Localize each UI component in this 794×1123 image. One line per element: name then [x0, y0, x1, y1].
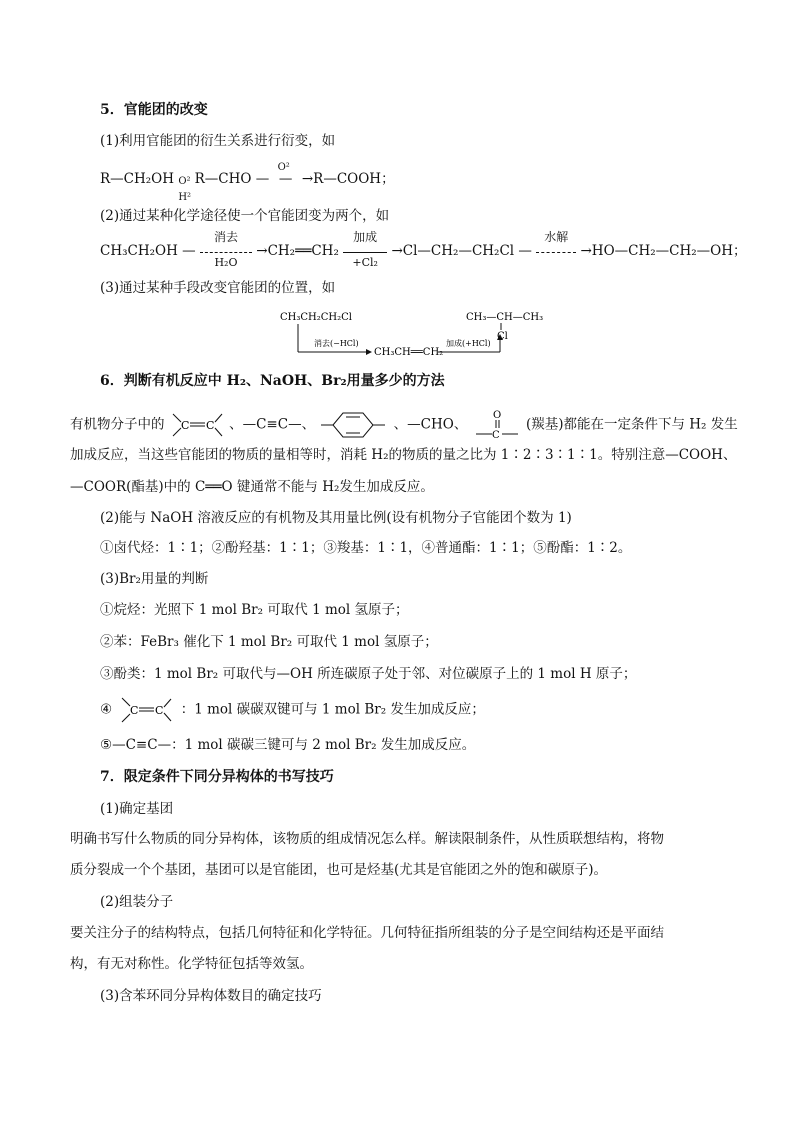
- section6-p1-line2: 加成反应，当这些官能团的物质的量相等时，消耗 H₂的物质的量之比为 1∶2∶3∶1∶1。特别注意—COOH、: [70, 447, 737, 463]
- section6-p3-5: ⑤—C≡C—：1 mol 碳碳三键可与 2 mol Br₂ 发生加成反应。: [100, 737, 476, 753]
- section6-p1-line3: —COOR(酯基)中的 C══O 键通常不能与 H₂发生加成反应。: [70, 479, 434, 495]
- section6-p3-4-text: ：1 mol 碳碳双键可与 1 mol Br₂ 发生加成反应；: [180, 701, 485, 718]
- reaction2-part2: →CH₂══CH₂: [256, 243, 339, 259]
- reaction2-cond3: 水解: [536, 243, 576, 261]
- section6-p3-4-num: ④: [100, 701, 113, 718]
- section6-p1-b: 、—C≡C—、: [229, 416, 316, 433]
- reaction2-cond2: 加成 +Cl₂: [343, 243, 387, 261]
- alkene-double-bond-icon: [169, 412, 225, 438]
- section7-s3: (3)含苯环同分异构体数目的确定技巧: [100, 988, 322, 1004]
- section6-p3-3: ③酚类：1 mol Br₂ 可取代与—OH 所连碳原子处于邻、对位碳原子上的 1 mol H 原子；: [100, 666, 637, 682]
- section6-p1-a: 有机物分子中的: [70, 416, 165, 433]
- section7-s2: (2)组装分子: [100, 894, 174, 910]
- section7-s1-line2: 质分裂成一个个基团，基团可以是官能团，也可是烃基(尤其是官能团之外的饱和碳原子)。: [70, 862, 608, 878]
- section6-p1-d: (羰基)都能在一定条件下与 H₂ 发生: [525, 416, 738, 433]
- section6-p2-items: ①卤代烃：1∶1；②酚羟基：1∶1；③羧基：1∶1，④普通酯：1∶1；⑤酚酯：1∶2。: [100, 540, 632, 556]
- section7-title: 7．限定条件下同分异构体的书写技巧: [100, 769, 334, 785]
- section6-p1-c: 、—CHO、: [393, 416, 468, 433]
- section5-title: 5．官能团的改变: [100, 102, 208, 118]
- section7-s1-line1: 明确书写什么物质的同分异构体，该物质的组成情况怎么样。解读限制条件，从性质联想结构，将物: [70, 831, 664, 847]
- section5-item2: (2)通过某种化学途径使一个官能团变为两个，如: [100, 208, 390, 224]
- section6-p3-title: (3)Br₂用量的判断: [100, 571, 209, 587]
- reaction1-start: R—CH₂OH: [100, 171, 175, 187]
- reaction1-mid: R—CHO —: [194, 171, 270, 187]
- scheme-cond2: 加成(+HCl): [446, 339, 491, 348]
- scheme-start: CH₃CH₂CH₂Cl: [280, 312, 352, 323]
- section5-item3: (3)通过某种手段改变官能团的位置，如: [100, 280, 336, 296]
- svg-text:C: C: [180, 419, 190, 432]
- section6-p2-title: (2)能与 NaOH 溶液反应的有机物及其用量比例(设有机物分子官能团个数为 1): [100, 510, 572, 526]
- scheme-cond1: 消去(−HCl): [314, 339, 359, 348]
- benzene-ring-icon: [319, 410, 389, 440]
- section6-p3-4: [100, 696, 485, 724]
- reaction1: R—CH₂OH O² H² R—CHO — O² — →R—COOH；: [100, 162, 395, 203]
- carbonyl-icon: [472, 409, 522, 441]
- reaction2-part4: →HO—CH₂—CH₂—OH；: [580, 243, 747, 259]
- reaction1-end: →R—COOH；: [301, 171, 395, 187]
- alkene-double-bond-icon: [116, 696, 176, 724]
- scheme-end-cl: Cl: [497, 331, 508, 342]
- section5-item1: (1)利用官能团的衍生关系进行衍变，如: [100, 133, 336, 149]
- section7-s1: (1)确定基团: [100, 801, 174, 817]
- reaction2-part3: →Cl—CH₂—CH₂Cl —: [391, 243, 532, 259]
- section7-s2-line1: 要关注分子的结构特点，包括几何特征和化学特征。几何特征指所组装的分子是空间结构还是平面结: [70, 925, 664, 941]
- isomerization-scheme: [270, 306, 560, 360]
- svg-text:C: C: [155, 704, 164, 717]
- scheme-mid: CH₃CH══CH₂: [374, 347, 444, 358]
- section6-title: 6．判断有机反应中 H₂、NaOH、Br₂用量多少的方法: [100, 373, 445, 389]
- reaction1-cond2: O² —: [277, 162, 293, 187]
- svg-text:C: C: [491, 430, 500, 441]
- section6-p1-line1: [70, 409, 738, 441]
- svg-text:O: O: [492, 410, 501, 421]
- reaction2-cond1: 消去 H₂O: [200, 243, 252, 261]
- scheme-end: CH₃—CH—CH₃: [466, 312, 544, 323]
- section6-p3-2: ②苯：FeBr₃ 催化下 1 mol Br₂ 可取代 1 mol 氢原子；: [100, 634, 438, 650]
- reaction2-part1: CH₃CH₂OH —: [100, 243, 196, 259]
- svg-text:C: C: [130, 704, 139, 717]
- section6-p3-1: ①烷烃：光照下 1 mol Br₂ 可取代 1 mol 氢原子；: [100, 602, 409, 618]
- section7-s2-line2: 构，有无对称性。化学特征包括等效氢。: [70, 956, 313, 972]
- svg-text:C: C: [205, 419, 215, 432]
- reaction2: [100, 229, 747, 269]
